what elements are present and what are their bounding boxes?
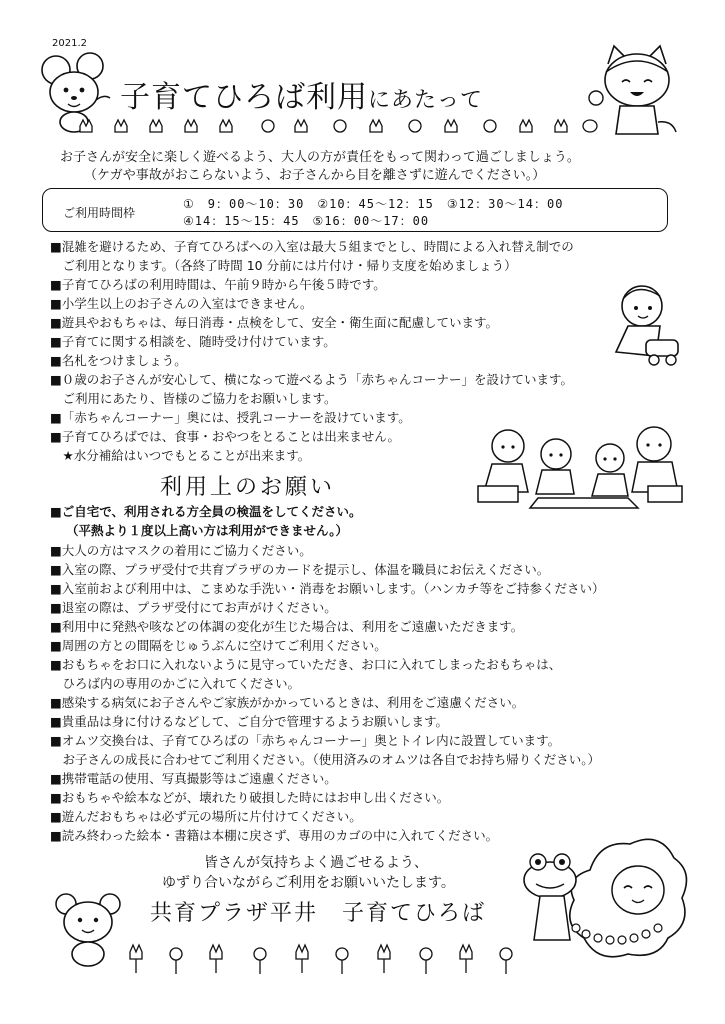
closing-line-2: ゆずり合いながらご利用をお願いいたします。 (162, 875, 455, 891)
request-line: ■周囲の方との間隔をじゅうぶんに空けてご利用ください。 (50, 638, 387, 653)
hours-box (42, 188, 668, 232)
request-line: ■おもちゃをお口に入れないように見守っていただき、お口に入れてしまったおもちゃは、 (50, 657, 562, 672)
rule-line: ■０歳のお子さんが安心して、横になって遊べるよう「赤ちゃんコーナー」を設けています。 (50, 372, 574, 387)
rule-line: ご利用となります。（各終了時間 10 分前には片付け・帰り支度を始めましょう） (50, 258, 517, 273)
request-bold-line: （平熱より１度以上高い方は利用ができません。） (66, 523, 349, 538)
rule-line: ■子育てひろばの利用時間は、午前９時から午後５時です。 (50, 277, 386, 292)
request-line: ■オムツ交換台は、子育てひろばの「赤ちゃんコーナー」奥とトイレ内に設置しています。 (50, 733, 561, 748)
hours-line-2: ④14：15～15：45 ⑤16：00～17：00 (183, 214, 430, 228)
request-line: ■携帯電話の使用、写真撮影等はご遠慮ください。 (50, 771, 337, 786)
intro-line-2: （ケガや事故がおこらないよう、お子さんから目を離さずに遊んでください。） (84, 168, 546, 183)
sheep-frog-illustration (520, 830, 690, 970)
rule-line: ご利用にあたり、皆様のご協力をお願いします。 (50, 391, 337, 406)
rule-line: ■子育てに関する相談を、随時受け付けています。 (50, 334, 336, 349)
requests-title: 利用上のお願い (160, 475, 336, 500)
page-title (120, 72, 483, 116)
closing-line-1: 皆さんが気持ちよく過ごせるよう、 (204, 855, 428, 871)
request-line: ■入室の際、プラザ受付で共育プラザのカードを提示し、体温を職員にお伝えください。 (50, 562, 550, 577)
request-line: ■感染する病気にお子さんやご家族がかかっているときは、利用をご遠慮ください。 (50, 695, 525, 710)
request-line: ■おもちゃや絵本などが、壊れたり破損した時にはお申し出ください。 (50, 790, 450, 805)
rule-line: ■混雑を避けるため、子育てひろばへの入室は最大５組までとし、時間による入れ替え制での (50, 239, 574, 254)
intro-line-1: お子さんが安全に楽しく遊べるよう、大人の方が責任をもって関わって過ごしましょう。 (60, 150, 580, 165)
children-drawing-illustration (478, 420, 688, 510)
request-line: ■読み終わった絵本・書籍は本棚に戻さず、専用のカゴの中に入れてください。 (50, 828, 499, 843)
request-line: ひろば内の専用のかごに入れてください。 (50, 676, 301, 691)
rule-line: ■「赤ちゃんコーナー」奥には、授乳コーナーを設けています。 (50, 410, 411, 425)
request-line: ■利用中に発熱や咳などの体調の変化が生じた場合は、利用をご遠慮いただきます。 (50, 619, 524, 634)
flower-border-bottom (120, 942, 520, 976)
organization-name: 共育プラザ平井 子育てひろば (150, 901, 487, 926)
request-line: ■大人の方はマスクの着用にご協力ください。 (50, 543, 312, 558)
flower-border-top (70, 118, 630, 140)
title-suffix: にあたって (368, 88, 484, 113)
request-line: お子さんの成長に合わせてご利用ください。（使用済みのオムツは各自でお持ち帰りください。） (50, 752, 601, 767)
rule-line: ■小学生以上のお子さんの入室はできません。 (50, 296, 313, 311)
hours-label: ご利用時間枠 (63, 206, 136, 220)
request-line: ■遊んだおもちゃは必ず元の場所に片付けてください。 (50, 809, 362, 824)
title-main: 子育てひろば利用 (120, 80, 368, 115)
hours-line-1: ① 9：00～10：30 ②10：45～12：15 ③12：30～14：00 (183, 197, 564, 211)
rule-line: ■名札をつけましょう。 (50, 353, 187, 368)
rule-line: ■遊具やおもちゃは、毎日消毒・点検をして、安全・衛生面に配慮しています。 (50, 315, 499, 330)
request-line: ■入室前および利用中は、こまめな手洗い・消毒をお願いします。（ハンカチ等をご持参ください） (50, 581, 605, 596)
request-bold-line: ■ご自宅で、利用される方全員の検温をしてください。 (50, 504, 362, 519)
request-line: ■退室の際は、プラザ受付にてお声がけください。 (50, 600, 337, 615)
document-date: 2021.2 (52, 38, 87, 49)
rule-line: ■子育てひろばでは、食事・おやつをとることは出来ません。 (50, 429, 401, 444)
boy-toy-car-illustration (598, 282, 686, 368)
rule-line: ★水分補給はいつでもとることが出来ます。 (50, 448, 311, 463)
request-line: ■貴重品は身に付けるなどして、ご自分で管理するようお願いします。 (50, 714, 449, 729)
